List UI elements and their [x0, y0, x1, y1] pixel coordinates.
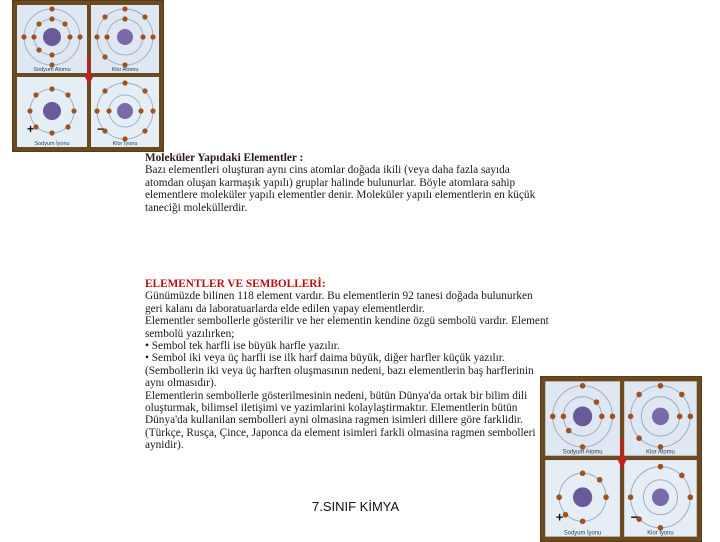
section-line: • Sembol tek harfli ise büyük harfle yazılır.	[145, 340, 340, 353]
minus-sign: −	[97, 122, 105, 136]
section-heading: ELEMENTLER VE SEMBOLLERİ:	[145, 278, 326, 290]
section-line: elementlere moleküler yapılı elementler denir. Moleküler yapılı elementlerin en küçük	[145, 189, 536, 202]
sodium-ion-label: Sodyum İyonu	[34, 141, 70, 147]
sodium-ion-label: Sodyum İyonu	[563, 530, 602, 537]
section-line: • Sembol iki veya üç harfli ise ilk harf daima büyük, diğer harfler küçük yazılır.	[145, 352, 505, 365]
elements-symbols-section	[145, 278, 565, 452]
atom-illustration-top	[12, 0, 164, 152]
section-line: Dünya'da kullanilan sembolleri ayni olmasina ragmen isimleri dillere göre farklidir.	[145, 414, 523, 427]
plus-sign: +	[27, 122, 35, 136]
plus-sign: +	[555, 509, 564, 525]
section-line: taneciği moleküllerdir.	[145, 201, 248, 214]
sodium-atom-label: Sodyum Atomu	[562, 449, 603, 456]
section-line: Günümüzde bilinen 118 element vardır. Bu elementlerin 92 tanesi doğada bulunurken	[145, 290, 533, 303]
section-line: atomdan oluşan karmaşık yapılı) gruplar halinde bulunurlar. Böyle atomlara sahip	[145, 176, 516, 189]
minus-sign: −	[630, 509, 639, 525]
footer-label: 7.SINIF KİMYA	[312, 499, 400, 514]
section-line: Elementlerin sembollerle gösterilmesinin nedeni, bütün Dünya'da ortak bir bilim dili	[145, 389, 528, 402]
atom-illustration-bottom	[540, 376, 702, 542]
chlorine-atom-label: Klor Atomu	[646, 449, 675, 456]
molecular-elements-section	[145, 152, 565, 214]
chlorine-atom-label: Klor Atomu	[111, 67, 139, 73]
section-line: Elementler sembollerle gösterilir ve her elementin kendine özgü sembolü vardır. Element	[145, 315, 549, 328]
section-line: oluşturmak, bilimsel iletişimi ve yazimlarini kolaylaştirmaktır. Elementlerin bütün	[145, 402, 518, 415]
section-heading: Moleküler Yapıdaki Elementler :	[145, 152, 304, 164]
section-line: (Türkçe, Rusça, Çince, Japonca da element isimleri farkli olmasina ragmen sembolleri	[145, 426, 536, 439]
section-line: aynı olmasıdır).	[145, 377, 217, 390]
chlorine-ion-label: Klor İyonu	[112, 141, 138, 147]
section-line: (Sembollerin iki veya üç harften oluşmasının nedeni, bazı elementlerin baş harflerinin	[145, 364, 534, 377]
chlorine-ion-label: Klor İyonu	[647, 530, 674, 537]
section-line: aynidir).	[145, 439, 184, 452]
section-line: Bazı elementleri oluşturan aynı cins atomlar doğada ikili (veya daha fazla sayıda	[145, 164, 510, 177]
section-line: sembolü yazılırken;	[145, 327, 235, 340]
section-line: geri kalanı da laboratuarlarda elde edilen yapay elementlerdir.	[145, 302, 425, 315]
sodium-atom-label: Sodyum Atomu	[33, 67, 71, 73]
